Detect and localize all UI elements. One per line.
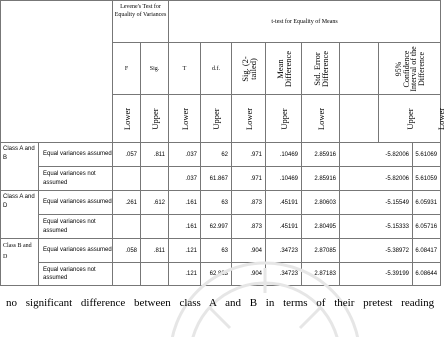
- sub-label: Lower: [121, 107, 132, 130]
- table-row: [1, 191, 441, 215]
- header-row-top: [1, 1, 441, 43]
- std-err-value: 2.80603: [302, 191, 340, 215]
- std-err-value: 2.87183: [302, 263, 340, 286]
- table-row: [1, 239, 441, 263]
- sig2-value: .971: [232, 167, 266, 191]
- levene-header: Levene's Test for Equality of Variances: [113, 1, 169, 43]
- f-value: .058: [113, 239, 141, 263]
- assumption-label: Equal variances not assumed: [39, 167, 113, 191]
- sub-label-cell: [302, 95, 340, 143]
- table-row: [1, 215, 441, 239]
- ci-lower-value: -5.15333: [340, 215, 413, 239]
- body-text: no significant difference between class A and B in terms of their pretest reading: [6, 297, 435, 309]
- sig2-value: .904: [232, 239, 266, 263]
- col-header-t: T: [169, 43, 201, 95]
- assumption-label: Equal variances assumed: [39, 143, 113, 167]
- ci-upper-value: 6.05716: [413, 215, 441, 239]
- group-label: Class A and D: [1, 191, 39, 239]
- sig2-value: .873: [232, 215, 266, 239]
- col-header-empty-1: [340, 43, 379, 95]
- mean-diff-value: .10469: [266, 167, 302, 191]
- sub-label-cell: [232, 95, 266, 143]
- t-value: .121: [169, 263, 201, 286]
- ci-upper-value: 6.08644: [413, 263, 441, 286]
- ci-upper-value: 5.61059: [413, 167, 441, 191]
- f-value: [113, 167, 141, 191]
- col-header-sig2-text: Sig. (2-tailed): [239, 55, 258, 82]
- sub-label-cell: [340, 95, 379, 143]
- df-value: 62.997: [201, 215, 232, 239]
- t-value: .037: [169, 167, 201, 191]
- col-header-ci-text: 95% Confidence Interval of the Difference: [393, 45, 426, 92]
- std-err-value: 2.85916: [302, 143, 340, 167]
- assumption-label: Equal variances not assumed: [39, 215, 113, 239]
- sub-label-cell: [113, 95, 141, 143]
- sub-label: Upper: [278, 107, 289, 130]
- sub-label-cell: [169, 95, 201, 143]
- mean-diff-value: .34723: [266, 239, 302, 263]
- assumption-label: Equal variances assumed: [39, 239, 113, 263]
- df-value: 61.867: [201, 167, 232, 191]
- sub-label: Upper: [211, 107, 222, 130]
- col-header-std-err-text: Std. Error Difference: [311, 50, 330, 87]
- std-err-value: 2.80495: [302, 215, 340, 239]
- col-header-mean-diff-text: Mean Difference: [274, 50, 293, 87]
- f-value: .057: [113, 143, 141, 167]
- col-header-mean-diff: [266, 43, 302, 95]
- sig-value: [141, 215, 169, 239]
- ci-lower-value: -5.82006: [340, 143, 413, 167]
- sig2-value: .873: [232, 191, 266, 215]
- sub-label-cell: [201, 95, 232, 143]
- col-header-ci: [379, 43, 441, 95]
- df-value: 63: [201, 239, 232, 263]
- sig-value: .811: [141, 239, 169, 263]
- table-row: [1, 143, 441, 167]
- ci-lower-value: -5.39199: [340, 263, 413, 286]
- sub-label: Upper: [149, 107, 160, 130]
- t-value: .161: [169, 191, 201, 215]
- col-header-f: F: [113, 43, 141, 95]
- std-err-value: 2.87085: [302, 239, 340, 263]
- group-label: Class A and B: [1, 143, 39, 191]
- ci-lower-value: -5.38972: [340, 239, 413, 263]
- sig2-value: .971: [232, 143, 266, 167]
- ci-upper-value: 5.61069: [413, 143, 441, 167]
- table-row: [1, 167, 441, 191]
- mean-diff-value: .34723: [266, 263, 302, 286]
- group-label: Class B and D: [1, 239, 39, 286]
- col-header-sig: Sig.: [141, 43, 169, 95]
- ci-lower-value: -5.15549: [340, 191, 413, 215]
- sub-label: Lower: [243, 107, 254, 130]
- f-value: .261: [113, 191, 141, 215]
- f-value: [113, 215, 141, 239]
- sig-value: [141, 167, 169, 191]
- f-value: [113, 263, 141, 286]
- sub-label-cell: [379, 95, 441, 143]
- df-value: 63: [201, 191, 232, 215]
- mean-diff-value: .45191: [266, 191, 302, 215]
- table-row: [1, 263, 441, 286]
- t-value: .161: [169, 215, 201, 239]
- sub-label: Upper: [404, 107, 415, 130]
- col-header-std-err: [302, 43, 340, 95]
- sub-label: Lower: [179, 107, 190, 130]
- sub-label-cell: [141, 95, 169, 143]
- col-header-df: d.f.: [201, 43, 232, 95]
- mean-diff-value: .45191: [266, 215, 302, 239]
- ttest-header: t-test for Equality of Means: [169, 1, 441, 43]
- mean-diff-value: .10469: [266, 143, 302, 167]
- df-value: 62: [201, 143, 232, 167]
- t-value: .121: [169, 239, 201, 263]
- sig-value: .612: [141, 191, 169, 215]
- sig-value: .811: [141, 143, 169, 167]
- sub-label-cell: [266, 95, 302, 143]
- sig2-value: .904: [232, 263, 266, 286]
- corner-cell: [1, 1, 113, 143]
- assumption-label: Equal variances assumed: [39, 191, 113, 215]
- sig-value: [141, 263, 169, 286]
- sub-label: Lower: [436, 107, 446, 130]
- ci-upper-value: 6.08417: [413, 239, 441, 263]
- ci-lower-value: -5.82006: [340, 167, 413, 191]
- std-err-value: 2.85916: [302, 167, 340, 191]
- t-value: .037: [169, 143, 201, 167]
- df-value: 62.823: [201, 263, 232, 286]
- sub-label: Lower: [315, 107, 326, 130]
- col-header-sig2: [232, 43, 266, 95]
- assumption-label: Equal variances not assumed: [39, 263, 113, 286]
- ci-upper-value: 6.05931: [413, 191, 441, 215]
